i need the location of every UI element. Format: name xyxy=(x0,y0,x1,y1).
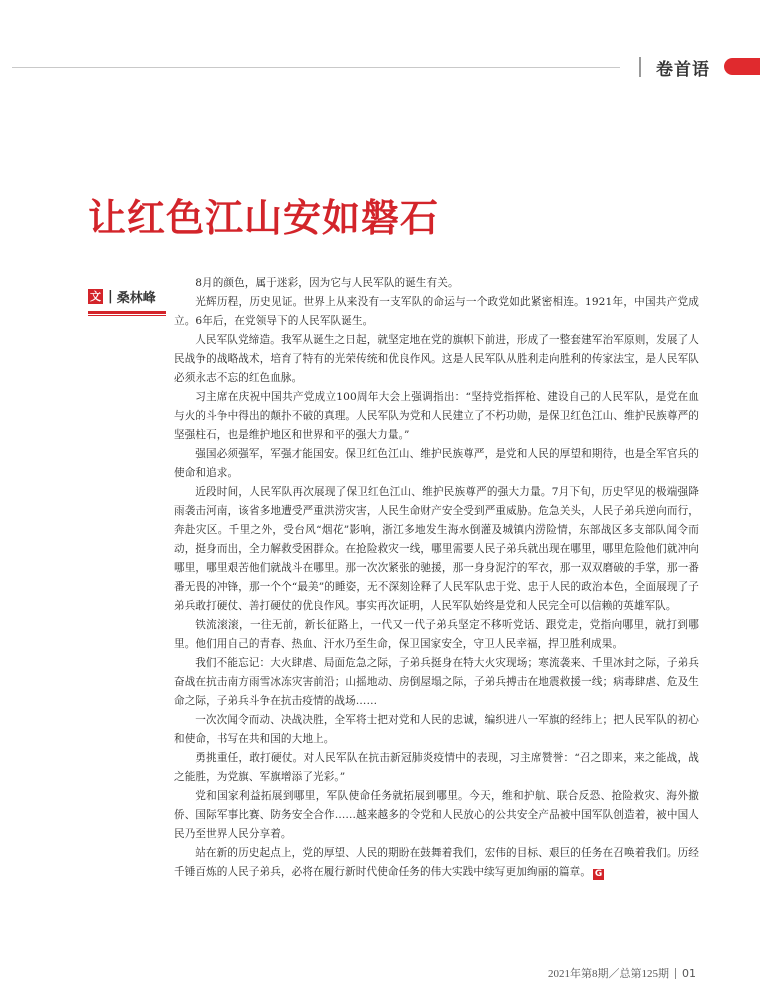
section-label: 卷首语 xyxy=(656,60,710,80)
article-paragraph: 勇挑重任，敢打硬仗。对人民军队在抗击新冠肺炎疫情中的表现，习主席赞誉：“召之即来，来之能战，战之能胜，为党旗、军旗增添了光彩。” xyxy=(174,752,699,783)
article-paragraph: 一次次闻令而动、决战决胜，全军将士把对党和人民的忠诚，编织进八一军旗的经纬上；把人民军队的初心和使命，书写在共和国的大地上。 xyxy=(174,714,699,745)
article-paragraph: 近段时间，人民军队再次展现了保卫红色江山、维护民族尊严的强大力量。7月下旬，历史罕见的极端强降雨袭击河南，该省多地遭受严重洪涝灾害，人民生命财产安全受到严重威胁。危急关头，人民子弟兵逆向而行，奔赴灾区。千里之外，受台风“烟花”影响，浙江多地发生海水倒灌及城镇内涝险情，东部战区多支部队闻令而动，挺身而出，全力解救受困群众。在抢险救灾一线，哪里需要人民子弟兵就出现在哪里，哪里危险他们就冲向哪里，哪里艰苦他们就战斗在哪里。那一次次紧张的驰援，那一身身泥泞的军衣，那一双双磨破的手掌，那一番番无畏的冲锋，那一个个“最美”的睡姿，无不深刻诠释了人民军队忠于党、忠于人民的政治本色，全面展现了子弟兵敢打硬仗、善打硬仗的优良作风。事实再次证明，人民军队始终是党和人民完全可以信赖的英雄军队。 xyxy=(174,486,699,612)
article-paragraph: 光辉历程，历史见证。世界上从来没有一支军队的命运与一个政党如此紧密相连。1921年，中国共产党成立。6年后，在党领导下的人民军队诞生。 xyxy=(174,296,699,327)
byline-author: 桑林峰 xyxy=(116,291,156,306)
header-rule xyxy=(12,67,620,68)
article-paragraph: 强国必须强军，军强才能国安。保卫红色江山、维护民族尊严，是党和人民的厚望和期待，也是全军官兵的使命和追求。 xyxy=(174,448,699,479)
article-paragraph: 人民军队党缔造。我军从诞生之日起，就坚定地在党的旗帜下前进，形成了一整套建军治军原则，发展了人民战争的战略战术，培育了特有的光荣传统和优良作风。这是人民军队从胜利走向胜利的传家法宝，是人民军队必须永志不忘的红色血脉。 xyxy=(174,334,699,384)
header-divider xyxy=(639,57,641,77)
page-footer xyxy=(548,965,696,981)
byline-rule-thick xyxy=(88,311,166,314)
footer-divider xyxy=(675,968,676,979)
article-paragraph: 8月的颜色，属于迷彩，因为它与人民军队的诞生有关。 xyxy=(195,277,459,289)
article-paragraph: 铁流滚滚，一往无前，新长征路上，一代又一代子弟兵坚定不移听党话、跟党走，党指向哪里，就打到哪里。他们用自己的青春、热血、汗水乃至生命，保卫国家安全，守卫人民幸福，捍卫胜利成果。 xyxy=(174,619,699,650)
end-mark-icon: G xyxy=(594,869,603,879)
page-number: 01 xyxy=(682,966,696,980)
article-paragraph-last xyxy=(174,844,699,882)
byline-badge: 文 xyxy=(90,290,101,303)
article-paragraph-text: 站在新的历史起点上，党的厚望、人民的期盼在鼓舞着我们，宏伟的目标、艰巨的任务在召唤着我们。历经千锤百炼的人民子弟兵，必将在履行新时代使命任务的伟大实践中续写更加绚丽的篇章。 xyxy=(174,847,699,878)
section-tab-marker xyxy=(724,58,760,75)
footer-issue: 2021年第8期／总第125期 xyxy=(548,968,669,980)
article-body xyxy=(174,274,699,882)
byline-separator: | xyxy=(108,289,113,304)
article-title: 让红色江山安如磐石 xyxy=(88,196,440,240)
article-paragraph: 党和国家利益拓展到哪里，军队使命任务就拓展到哪里。今天，维和护航、联合反恐、抢险救灾、海外撤侨、国际军事比赛、防务安全合作……越来越多的令党和人民放心的公共安全产品被中国军队创造着，被中国人民乃至世界人民分享着。 xyxy=(174,790,699,840)
byline xyxy=(88,287,156,306)
article-paragraph: 我们不能忘记：大火肆虐、局面危急之际，子弟兵挺身在特大火灾现场；寒流袭来、千里冰封之际，子弟兵奋战在抗击南方雨雪冰冻灾害前沿；山摇地动、房倒屋塌之际，子弟兵搏击在地震救援一线；病毒肆虐、危及生命之际，子弟兵斗争在抗击疫情的战场…… xyxy=(174,657,699,707)
byline-rule-thin xyxy=(88,315,166,316)
article-paragraph: 习主席在庆祝中国共产党成立100周年大会上强调指出：“坚持党指挥枪、建设自己的人民军队，是党在血与火的斗争中得出的颠扑不破的真理。人民军队为党和人民建立了不朽功勋，是保卫红色江山、维护民族尊严的坚强柱石，也是维护地区和世界和平的强大力量。” xyxy=(174,391,699,441)
